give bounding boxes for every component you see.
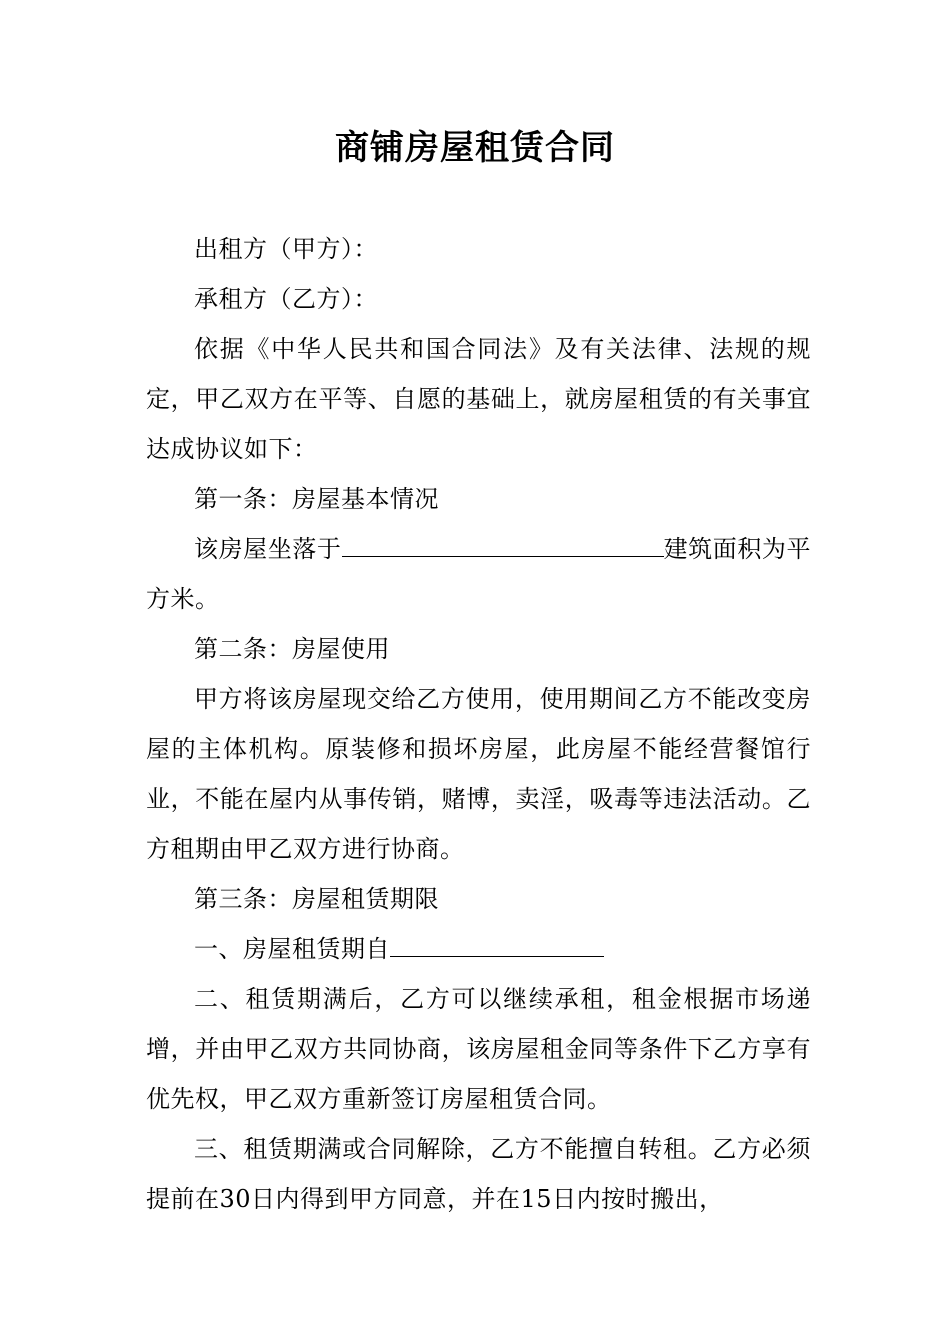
- location-label: 该房屋坐落于: [194, 535, 342, 563]
- article2-paragraph: 甲方将该房屋现交给乙方使用，使用期间乙方不能改变房屋的主体机构。原装修和损坏房屋，此房屋不能经营餐馆行业，不能在屋内从事传销，赌博，卖淫，吸毒等违法活动。乙方租期由甲乙双方进行协商。: [146, 685, 811, 863]
- article3-item1: [146, 924, 811, 974]
- article3-item3: 三、租赁期满或合同解除，乙方不能擅自转租。乙方必须提前在30日内得到甲方同意，并在15日内按时搬出，: [146, 1135, 811, 1213]
- period-blank: [390, 934, 604, 957]
- period-label: 一、房屋租赁期自: [194, 935, 390, 963]
- location-blank: [342, 534, 664, 557]
- preamble-paragraph: 依据《中华人民共和国合同法》及有关法律、法规的规定，甲乙双方在平等、自愿的基础上，就房屋租赁的有关事宜达成协议如下：: [146, 335, 811, 463]
- article3-heading: 第三条：房屋租赁期限: [194, 885, 439, 913]
- document-title: 商铺房屋租赁合同: [335, 128, 615, 168]
- area-text: 建筑面积为平方米。: [146, 535, 811, 613]
- article1-heading: 第一条：房屋基本情况: [194, 485, 439, 513]
- lessor-line: 出租方（甲方）：: [194, 235, 378, 263]
- article1-paragraph: [146, 524, 811, 624]
- article3-item2: 二、租赁期满后，乙方可以继续承租，租金根据市场递增，并由甲乙双方共同协商，该房屋租金同等条件下乙方享有优先权，甲乙双方重新签订房屋租赁合同。: [146, 985, 811, 1113]
- lessee-line: 承租方（乙方）：: [194, 285, 378, 313]
- document-body: [146, 224, 811, 1224]
- article2-heading: 第二条：房屋使用: [194, 635, 390, 663]
